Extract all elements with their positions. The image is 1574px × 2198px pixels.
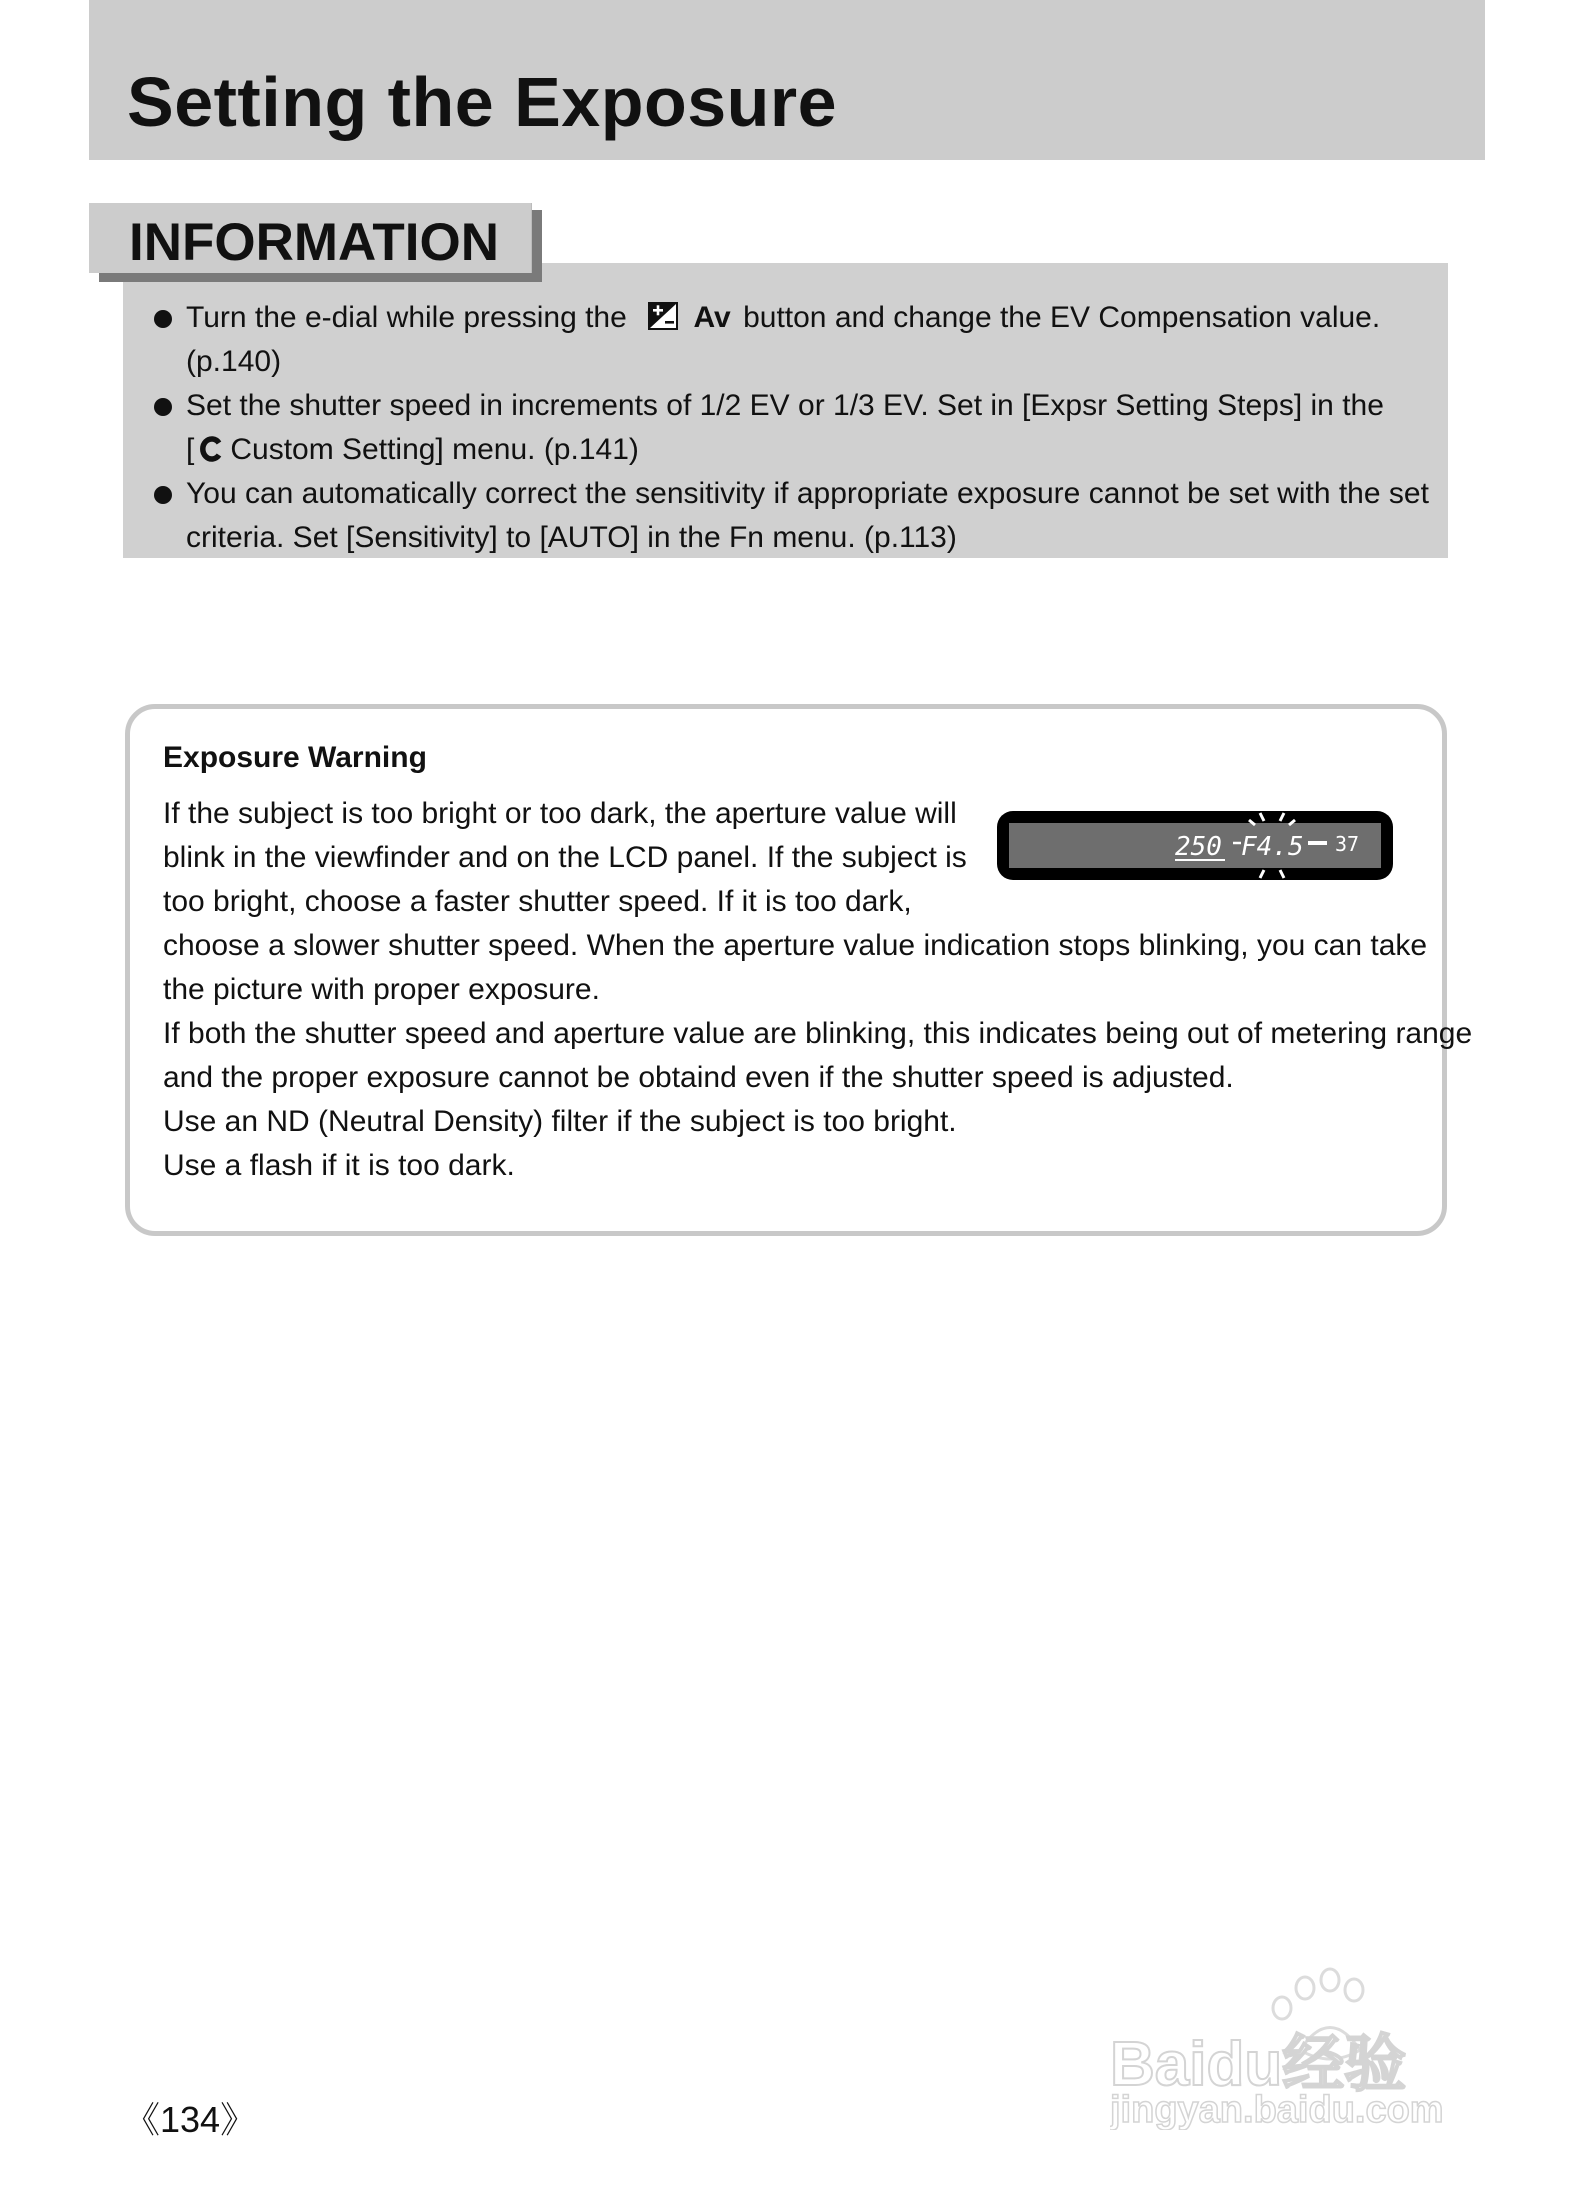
warning-line: choose a slower shutter speed. When the aperture value indication stops blinking, you can take (163, 929, 1428, 962)
bullet-icon (154, 486, 172, 504)
warning-line: too bright, choose a faster shutter speed. If it is too dark, (163, 885, 912, 918)
baidu-watermark-logo (1110, 1950, 1490, 2135)
lcd-shutter-speed: 250 (1175, 832, 1222, 862)
watermark-url: jingyan.baidu.com (1110, 2089, 1444, 2130)
custom-setting-icon (198, 432, 224, 460)
ev-compensation-icon (647, 300, 679, 330)
list-item (152, 472, 1442, 560)
warning-line: and the proper exposure cannot be obtaind even if the shutter speed is adjusted. (163, 1061, 1234, 1094)
bullet-1-text-end: button and change the EV Compensation value. (p.140) (186, 301, 1381, 378)
lcd-panel-illustration (997, 811, 1393, 880)
bullet-3-line-1: You can automatically correct the sensitivity if appropriate exposure cannot be set with the set (186, 477, 1429, 510)
page-number: 《134》 (124, 2099, 257, 2140)
av-button-label: Av (693, 301, 731, 334)
bullet-1-text-start: Turn the e-dial while pressing the (186, 301, 627, 334)
bullet-3-line-2: criteria. Set [Sensitivity] to [AUTO] in the Fn menu. (p.113) (186, 521, 957, 554)
information-tab (89, 203, 532, 273)
information-heading: INFORMATION (129, 213, 499, 272)
bullet-icon (154, 310, 172, 328)
page-title: Setting the Exposure (127, 63, 838, 141)
bullet-2-line-2: Custom Setting] menu. (p.141) (230, 433, 639, 466)
bullet-icon (154, 398, 172, 416)
watermark-brand: Baidu经验 (1110, 2030, 1407, 2099)
lcd-aperture: F4.5 (1241, 832, 1304, 862)
warning-line: Use a flash if it is too dark. (163, 1149, 515, 1182)
warning-line: Use an ND (Neutral Density) filter if the subject is too bright. (163, 1105, 957, 1138)
bullet-2-bracket: [ (186, 433, 195, 466)
lcd-frame-count: 37 (1335, 832, 1360, 856)
information-list (152, 296, 1442, 560)
exposure-warning-title: Exposure Warning (163, 741, 427, 774)
warning-line: the picture with proper exposure. (163, 973, 600, 1006)
title-bar (89, 0, 1485, 160)
bullet-2-line-1: Set the shutter speed in increments of 1/2 EV or 1/3 EV. Set in [Expsr Setting Steps] in the (186, 389, 1384, 422)
warning-line: If the subject is too bright or too dark, the aperture value will (163, 797, 957, 830)
warning-line: If both the shutter speed and aperture value are blinking, this indicates being out of metering range (163, 1017, 1473, 1050)
list-item (152, 296, 1442, 384)
list-item (152, 384, 1442, 472)
warning-line: blink in the viewfinder and on the LCD panel. If the subject is (163, 841, 967, 874)
